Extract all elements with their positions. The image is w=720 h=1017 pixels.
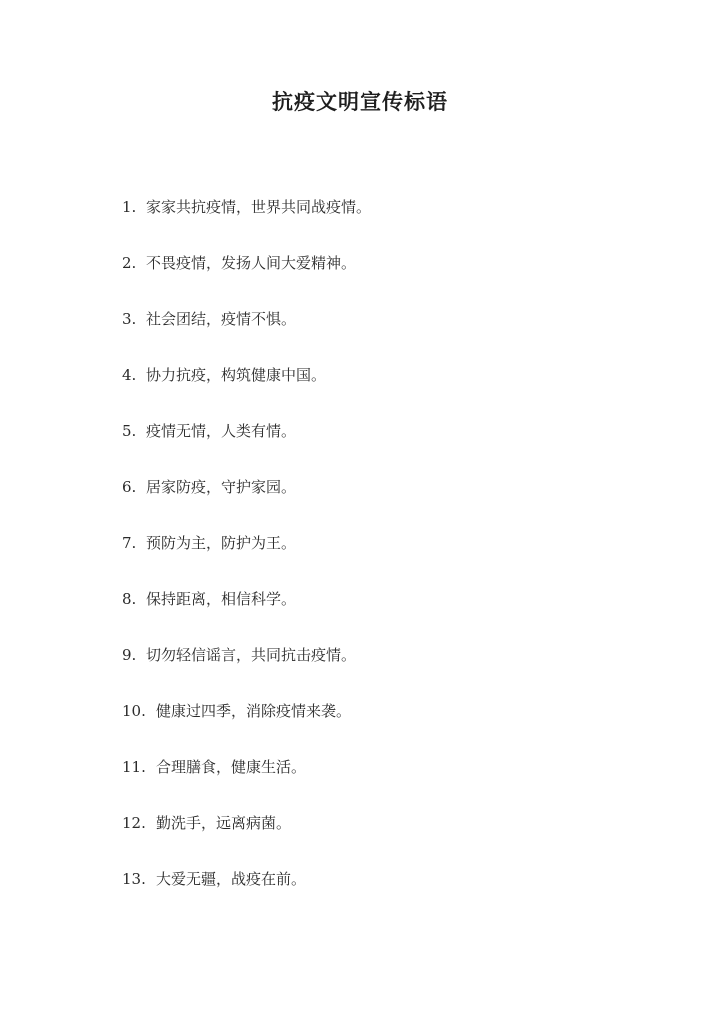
item-number: 8.: [122, 590, 137, 608]
item-text: 保持距离，相信科学。: [146, 590, 297, 608]
list-item: [122, 644, 371, 700]
item-text: 协力抗疫，构筑健康中国。: [146, 366, 327, 384]
list-item: [122, 588, 371, 644]
list-item: [122, 532, 371, 588]
item-text: 预防为主，防护为王。: [146, 534, 297, 552]
item-number: 11.: [122, 758, 146, 776]
item-number: 1.: [122, 198, 137, 216]
list-item: [122, 308, 371, 364]
list-item: [122, 868, 371, 924]
list-item: [122, 812, 371, 868]
list-item: [122, 252, 371, 308]
list-item: [122, 476, 371, 532]
item-text: 居家防疫，守护家园。: [146, 478, 297, 496]
item-text: 疫情无情，人类有情。: [146, 422, 297, 440]
item-text: 大爱无疆，战疫在前。: [156, 870, 307, 888]
list-item: [122, 364, 371, 420]
item-number: 12.: [122, 814, 146, 832]
item-text: 合理膳食，健康生活。: [156, 758, 307, 776]
item-number: 6.: [122, 478, 137, 496]
item-number: 4.: [122, 366, 137, 384]
item-text: 社会团结，疫情不惧。: [146, 310, 297, 328]
list-item: [122, 196, 371, 252]
item-number: 3.: [122, 310, 137, 328]
item-text: 不畏疫情，发扬人间大爱精神。: [146, 254, 357, 272]
item-text: 勤洗手，远离病菌。: [156, 814, 292, 832]
item-number: 7.: [122, 534, 137, 552]
item-number: 13.: [122, 870, 146, 888]
item-number: 5.: [122, 422, 137, 440]
document-title: 抗疫文明宣传标语: [272, 89, 448, 114]
slogan-list: [122, 196, 371, 924]
list-item: [122, 420, 371, 476]
item-number: 9.: [122, 646, 137, 664]
item-text: 切勿轻信谣言，共同抗击疫情。: [146, 646, 357, 664]
list-item: [122, 756, 371, 812]
list-item: [122, 700, 371, 756]
item-text: 健康过四季，消除疫情来袭。: [156, 702, 352, 720]
item-text: 家家共抗疫情，世界共同战疫情。: [146, 198, 372, 216]
item-number: 10.: [122, 702, 146, 720]
item-number: 2.: [122, 254, 137, 272]
